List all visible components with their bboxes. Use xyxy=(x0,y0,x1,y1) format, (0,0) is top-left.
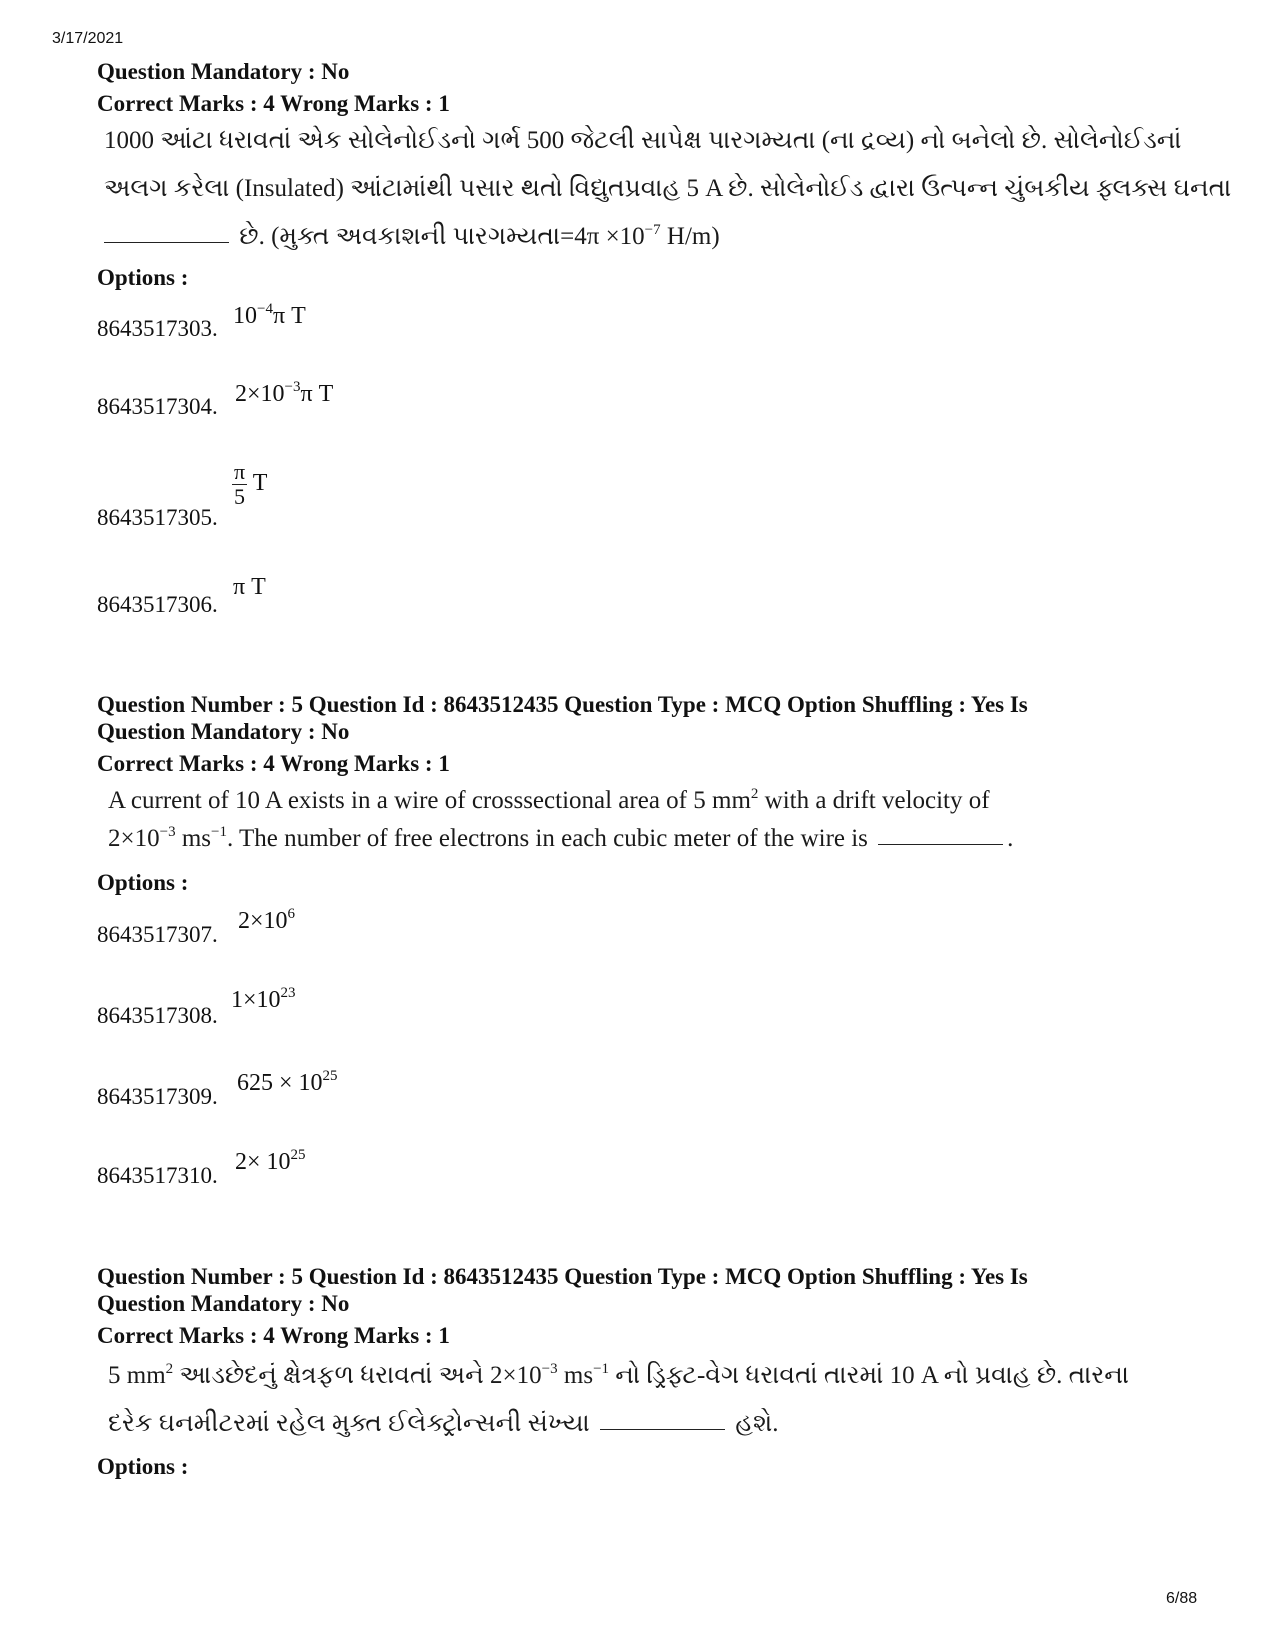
q4-option-1-id: 8643517303. xyxy=(97,316,218,341)
q4-text-line-3: છે. (મુક્ત અવકાશની પારગમ્યતા=4π $\times 10^{-7}$ H/m) xyxy=(104,216,720,257)
q4-option-4-value: π T xyxy=(233,574,266,600)
q5-mandatory: Question Mandatory : No xyxy=(97,719,350,744)
q4-option-3-value: $\frac{\pi}{5}$ T xyxy=(234,459,268,509)
q5-option-2-id: 8643517308. xyxy=(97,1003,218,1028)
answer-blank xyxy=(600,1428,725,1430)
q4-options-label: Options : xyxy=(97,265,189,290)
q5g-options-label: Options : xyxy=(97,1454,189,1479)
q5-option-4-value: $2\times 10^{25}$ xyxy=(235,1147,306,1175)
q5g-header: Question Number : 5 Question Id : 8643512435 Question Type : MCQ Option Shuffling : Yes Is xyxy=(97,1264,1028,1289)
q5g-text-line-2: દરેક ઘનમીટરમાં રહેલ મુક્ત ઈલેક્ટ્રોન્સની સંખ્યા હશે. xyxy=(108,1410,779,1437)
q5-option-1-value: $2\times 10^6$ xyxy=(238,906,296,934)
q4-text-line-1: 1000 આંટા ધરાવતાં એક સોલેનોઈડનો ગર્ભ 500 જેટલી સાપેક્ષ પારગમ્યતા (ના દ્રવ્ય) નો બનેલો છે. સોલેનોઈડનાં xyxy=(104,127,1182,154)
q4-text-line-2: અલગ કરેલા (Insulated) આંટામાંથી પસાર થતો વિદ્યુતપ્રવાહ 5 A છે. સોલેનોઈડ દ્વારા ઉત્પન્ન ચુંબકીય ફ્લક્સ ઘનતા xyxy=(104,175,1232,202)
q5-text-line-1: A current of 10 A exists in a wire of crosssectional area of 5 $mm^2$ with a drift velocity of xyxy=(108,786,990,814)
q5-option-2-value: $1\times 10^{23}$ xyxy=(231,985,296,1013)
q4-option-2-id: 8643517304. xyxy=(97,394,218,419)
fraction: $\frac{\pi}{5}$ xyxy=(234,459,246,509)
q4-option-1-value: $10^{-4}\pi$ T xyxy=(233,301,306,329)
q4-marks: Correct Marks : 4 Wrong Marks : 1 xyxy=(97,91,450,116)
q5-text-line-2: $2\times 10^{-3}$ $ms^{-1}$. The number of free electrons in each cubic meter of the wire is . xyxy=(108,824,1014,852)
q5-marks: Correct Marks : 4 Wrong Marks : 1 xyxy=(97,751,450,776)
answer-blank xyxy=(104,241,229,243)
q4-option-2-value: $2\times 10^{-3}\pi$ T xyxy=(235,379,334,407)
q5-option-1-id: 8643517307. xyxy=(97,922,218,947)
q5-header: Question Number : 5 Question Id : 8643512435 Question Type : MCQ Option Shuffling : Yes Is xyxy=(97,692,1028,717)
q5g-marks: Correct Marks : 4 Wrong Marks : 1 xyxy=(97,1323,450,1348)
q5-option-4-id: 8643517310. xyxy=(97,1163,218,1188)
answer-blank xyxy=(878,843,1003,845)
print-date: 3/17/2021 xyxy=(52,30,124,47)
q5-options-label: Options : xyxy=(97,870,189,895)
q5-option-3-value: $625 \times 10^{25}$ xyxy=(237,1068,338,1096)
q4-option-3-id: 8643517305. xyxy=(97,505,218,530)
q5g-text-line-1: 5 $mm^2$ આડછેદનું ક્ષેત્રફળ ધરાવતાં અને $2\times 10^{-3}$ $ms^{-1}$ નો ડ્રિફ્ટ-વેગ ધરાવતાં તારમાં 10 A નો પ્રવાહ છે. તારના xyxy=(108,1361,1130,1389)
q4-option-4-id: 8643517306. xyxy=(97,592,218,617)
q5-option-3-id: 8643517309. xyxy=(97,1084,218,1109)
q4-mandatory: Question Mandatory : No xyxy=(97,59,350,84)
q5g-mandatory: Question Mandatory : No xyxy=(97,1291,350,1316)
page-number: 6/88 xyxy=(1166,1590,1198,1607)
